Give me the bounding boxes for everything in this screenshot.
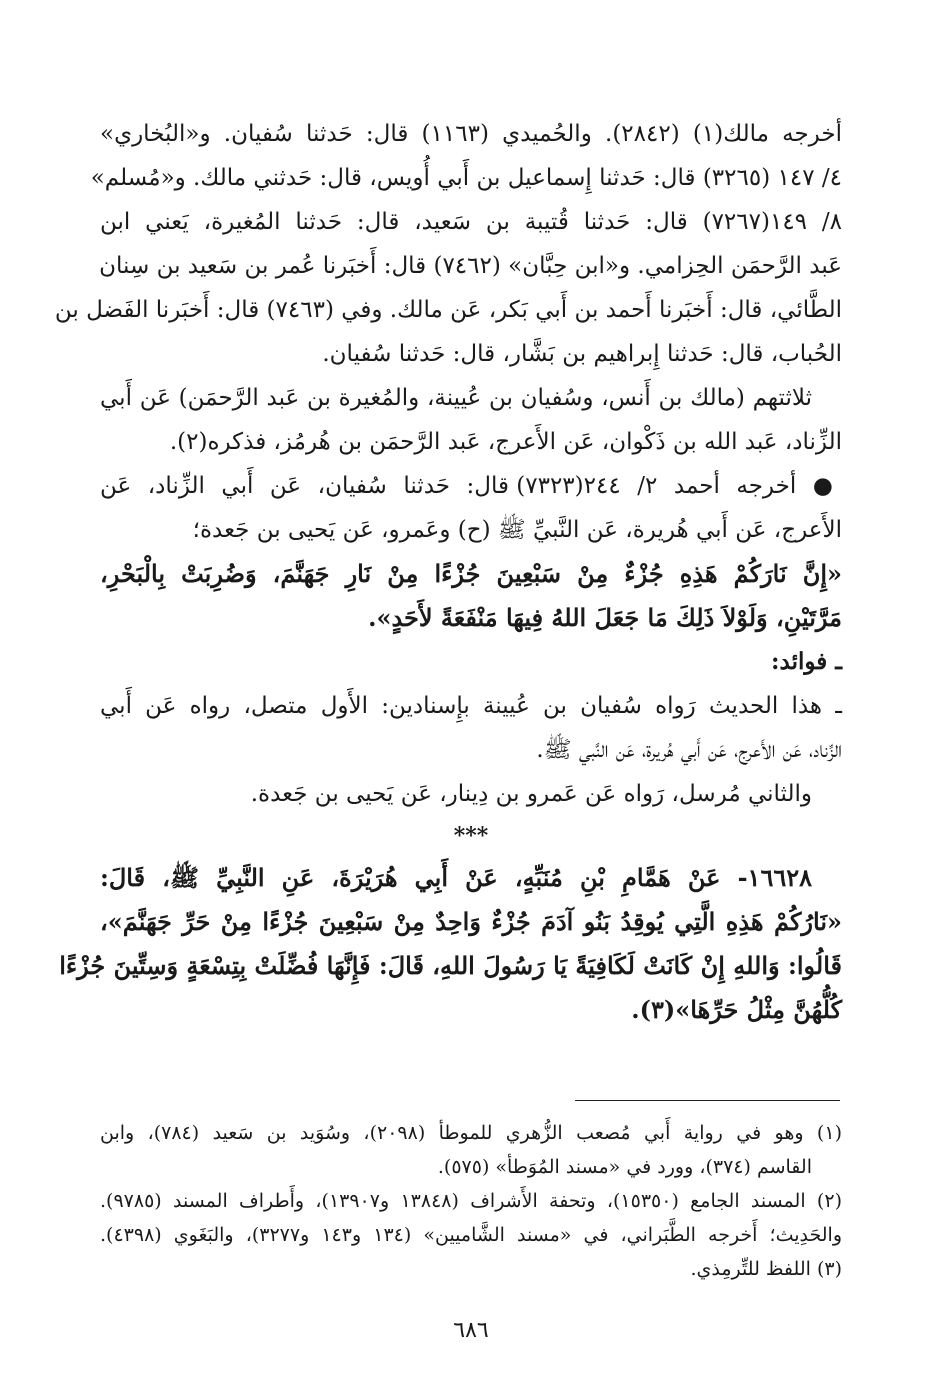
text-line: كُلُّهُنَّ مِثْلُ حَرِّهَا»(٣). <box>631 995 842 1024</box>
text-line: «إِنَّ نَارَكُمْ هَذِهِ جُزْءٌ مِنْ سَبْعِينَ جُزْءًا مِنْ نَارِ جَهَنَّمَ، وَضُرِبَتْ بِالْبَحْرِ، <box>100 559 842 588</box>
paragraph-fawaid <box>100 684 842 816</box>
page-number: ٦٨٦ <box>453 1318 489 1343</box>
footnote-line: والحَدِيث؛ أَخرجه الطَّبَراني، في «مسند الشَّاميين» (١٣٤ و١٤٣ و٣٢٧٧)، والبَغَوي (٤٣٩٨). <box>100 1224 842 1246</box>
text-line: أخرجه مالك(١) (٢٨٤٢). والحُميدي (١١٦٣) قال: حَدثنا سُفيان. و«البُخاري» <box>100 121 842 147</box>
footnote-line: (١) وهو في رواية أَبي مُصعب الزُّهري للموطأ (٢٠٩٨)، وسُوَيد بن سَعيد (٧٨٤)، وابن <box>100 1122 842 1144</box>
main-text <box>54 112 843 1032</box>
text-line: قَالُوا: وَاللهِ إِنْ كَانَتْ لَكَافِيَةً يَا رَسُولَ اللهِ، قَالَ: فَإِنَّهَا فُضِّلَتْ بِتِسْعَةٍ وَسِتِّينَ جُزْءًا <box>59 951 842 980</box>
text-line: الطَّائي، قال: أَخبَرنا أَحمد بن أَبي بَكر، عَن مالك. وفي (٧٤٦٣) قال: أَخبَرنا الفَضل بن <box>54 297 842 323</box>
text-line: ● أخرجه أحمد ٢/ ٢٤٤(٧٣٢٣) قال: حَدثنا سُفيان، عَن أَبي الزِّناد، عَن <box>100 473 843 499</box>
paragraph-chain <box>100 376 842 464</box>
text-line: «نَارُكُمْ هَذِهِ الَّتِي يُوقِدُ بَنُو آدَمَ جُزْءٌ وَاحِدٌ مِنْ سَبْعِينَ جُزْءًا مِنْ حَرِّ جَهَنَّمَ»، <box>100 907 842 936</box>
paragraph-ahmad <box>100 464 842 552</box>
hadith-number-line: ١٦٦٢٨- عَنْ هَمَّامِ بْنِ مُنَبِّهٍ، عَنْ أَبِي هُرَيْرَةَ، عَنِ النَّبِيِّ ﷺ، قَالَ: <box>100 863 812 892</box>
hadith-text-2 <box>59 856 842 1032</box>
text-line: ثلاثتهم (مالك بن أَنس، وسُفيان بن عُيينة، والمُغيرة بن عَبد الرَّحمَن) عَن أَبي <box>100 385 812 411</box>
fawaid-heading: ـ فوائد: <box>771 648 842 675</box>
paragraph-takhrij <box>54 112 843 376</box>
text-line: ـ هذا الحديث رَواه سُفيان بن عُيينة بإِسنادين: الأَول متصل، رواه عَن أَبي <box>100 693 842 719</box>
footnote-line: (٣) اللفظ للتِّرمِذي. <box>690 1258 842 1280</box>
text-line: الحُباب، قال: حَدثنا إِبراهيم بن بَشَّار، قال: حَدثنا سُفيان. <box>322 341 842 367</box>
footnote-line: القاسم (٣٧٤)، وورد في «مسند المُوَطأ» (٥٧٥). <box>437 1156 812 1178</box>
text-line: الزِّناد، عَن الأَعرج، عَن أَبي هُريرة، عَن النَّبي ﷺ. <box>536 737 842 763</box>
section-separator: *** <box>453 823 489 849</box>
text-line: الزِّناد، عَبد الله بن ذَكْوان، عَن الأَعرج، عَبد الرَّحمَن بن هُرمُز، فذكره(٢). <box>169 429 842 455</box>
text-line: عَبد الرَّحمَن الحِزامي. و«ابن حِبَّان» (٧٤٦٢) قال: أَخبَرنا عُمر بن سَعيد بن سِنان <box>99 253 842 279</box>
text-line: ٨/ ١٤٩(٧٢٦٧) قال: حَدثنا قُتيبة بن سَعيد، قال: حَدثنا المُغيرة، يَعني ابن <box>100 209 843 235</box>
footnote-divider <box>575 1100 840 1101</box>
text-line: ٤/ ١٤٧ (٣٢٦٥) قال: حَدثنا إِسماعيل بن أَبي أُويس، قال: حَدثني مالك. و«مُسلم» <box>90 165 842 191</box>
hadith-text-1 <box>100 552 842 640</box>
text-line: والثاني مُرسل، رَواه عَن عَمرو بن دِينار، عَن يَحيى بن جَعدة. <box>250 781 812 807</box>
text-line: مَرَّتَيْنِ، وَلَوْلاَ ذَلِكَ مَا جَعَلَ اللهُ فِيهَا مَنْفَعَةً لأَحَدٍ». <box>368 603 842 632</box>
footnote-line: (٢) المسند الجامع (١٥٣٥٠)، وتحفة الأَشراف (١٣٨٤٨ و١٣٩٠٧)، وأَطراف المسند (٩٧٨٥). <box>100 1190 842 1212</box>
text-line: الأَعرج، عَن أَبي هُريرة، عَن النَّبيِّ ﷺ (ح) وعَمرو، عَن يَحيى بن جَعدة؛ <box>192 517 842 543</box>
footnotes <box>100 1116 842 1286</box>
